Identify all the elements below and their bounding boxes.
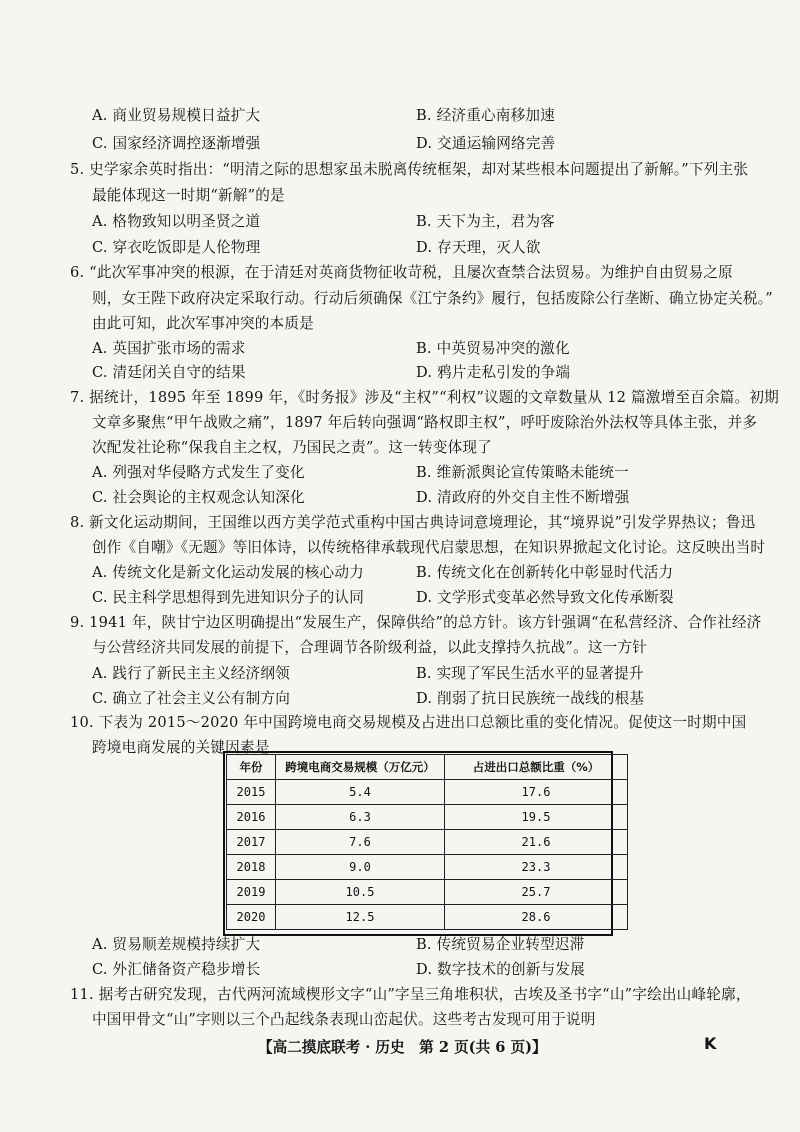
q7-option-b: B. 维新派舆论宣传策略未能统一 xyxy=(416,464,629,481)
q10-stem-line1: 10. 下表为 2015～2020 年中国跨境电商交易规模及占进出口总额比重的变化情况。促使这一时期中国 xyxy=(70,714,747,731)
q7-option-c: C. 社会舆论的主权观念认知深化 xyxy=(92,489,305,506)
cell-scale: 9.0 xyxy=(276,855,445,880)
table-row xyxy=(227,855,628,880)
cell-year: 2016 xyxy=(227,805,276,830)
cell-share: 25.7 xyxy=(445,880,628,905)
q9-stem-line2: 与公营经济共同发展的前提下，合理调节各阶级利益，以此支撑持久抗战”。这一方针 xyxy=(92,639,648,656)
q6-stem-line2: 则，女王陛下政府决定采取行动。行动后须确保《江宁条约》履行，包括废除公行垄断、确立协定关税。” xyxy=(92,290,773,307)
q10-option-a: A. 贸易顺差规模持续扩大 xyxy=(92,936,261,953)
header-share: 占进出口总额比重（%） xyxy=(445,755,628,780)
table-row xyxy=(227,880,628,905)
table-row xyxy=(227,780,628,805)
version-letter: K xyxy=(704,1034,717,1053)
q10-option-c: C. 外汇储备资产稳步增长 xyxy=(92,961,261,978)
cell-year: 2017 xyxy=(227,830,276,855)
header-year: 年份 xyxy=(227,755,276,780)
q5-option-a: A. 格物致知以明圣贤之道 xyxy=(92,213,261,230)
table-row xyxy=(227,905,628,930)
q8-option-c: C. 民主科学思想得到先进知识分子的认同 xyxy=(92,589,365,606)
cell-year: 2018 xyxy=(227,855,276,880)
q6-option-b: B. 中英贸易冲突的激化 xyxy=(416,340,570,357)
q10-option-d: D. 数字技术的创新与发展 xyxy=(416,961,585,978)
q6-stem-line1: 6. “此次军事冲突的根源，在于清廷对英商货物征收苛税，且屡次查禁合法贸易。为维护自由贸易之原 xyxy=(70,264,733,281)
page-footer: 【高二摸底联考 · 历史 第 2 页(共 6 页)】 xyxy=(258,1039,547,1056)
q5-option-d: D. 存天理，灭人欲 xyxy=(416,239,541,256)
cell-year: 2015 xyxy=(227,780,276,805)
cell-share: 28.6 xyxy=(445,905,628,930)
cell-year: 2019 xyxy=(227,880,276,905)
cell-share: 21.6 xyxy=(445,830,628,855)
q8-stem-line2: 创作《自嘲》《无题》等旧体诗，以传统格律承载现代启蒙思想，在知识界掀起文化讨论。这反映出当时 xyxy=(92,539,766,556)
q7-stem-line1: 7. 据统计，1895 年至 1899 年，《时务报》涉及“主权”“利权”议题的文章数量从 12 篇激增至百余篇。初期 xyxy=(70,389,779,406)
q10-option-b: B. 传统贸易企业转型迟滞 xyxy=(416,936,585,953)
q9-option-b: B. 实现了军民生活水平的显著提升 xyxy=(416,665,644,682)
q10-stem-line2: 跨境电商发展的关键因素是 xyxy=(92,739,270,756)
q5-stem-line1: 5. 史学家余英时指出：“明清之际的思想家虽未脱离传统框架，却对某些根本问题提出了新解。”下列主张 xyxy=(70,161,749,178)
q4-option-c: C. 国家经济调控逐渐增强 xyxy=(92,135,261,152)
header-scale: 跨境电商交易规模（万亿元） xyxy=(276,755,445,780)
q4-option-b: B. 经济重心南移加速 xyxy=(416,107,555,124)
q7-stem-line2: 文章多聚焦“甲午战败之痛”，1897 年后转向强调“路权即主权”，呼吁废除治外法权等具体主张，并多 xyxy=(92,414,758,431)
q5-option-b: B. 天下为主，君为客 xyxy=(416,213,555,230)
table-header-row xyxy=(227,755,628,780)
q7-option-a: A. 列强对华侵略方式发生了变化 xyxy=(92,464,305,481)
q6-option-a: A. 英国扩张市场的需求 xyxy=(92,340,246,357)
cell-year: 2020 xyxy=(227,905,276,930)
q5-option-c: C. 穿衣吃饭即是人伦物理 xyxy=(92,239,261,256)
q9-option-d: D. 削弱了抗日民族统一战线的根基 xyxy=(416,690,645,707)
cell-share: 19.5 xyxy=(445,805,628,830)
table-row xyxy=(227,805,628,830)
q8-option-a: A. 传统文化是新文化运动发展的核心动力 xyxy=(92,564,364,581)
q11-stem-line2: 中国甲骨文“山”字则以三个凸起线条表现山峦起伏。这些考古发现可用于说明 xyxy=(92,1011,596,1028)
cell-share: 17.6 xyxy=(445,780,628,805)
q4-option-d: D. 交通运输网络完善 xyxy=(416,135,556,152)
q7-option-d: D. 清政府的外交自主性不断增强 xyxy=(416,489,630,506)
q8-option-b: B. 传统文化在创新转化中彰显时代活力 xyxy=(416,564,674,581)
q5-stem-line2: 最能体现这一时期“新解”的是 xyxy=(92,187,285,204)
q11-stem-line1: 11. 据考古研究发现，古代两河流域楔形文字“山”字呈三角堆积状，古埃及圣书字“山”字绘出山峰轮廓， xyxy=(70,986,751,1003)
cell-scale: 12.5 xyxy=(276,905,445,930)
cell-scale: 6.3 xyxy=(276,805,445,830)
q9-stem-line1: 9. 1941 年，陕甘宁边区明确提出“发展生产，保障供给”的总方针。该方针强调“在私营经济、合作社经济 xyxy=(70,614,762,631)
q4-option-a: A. 商业贸易规模日益扩大 xyxy=(92,107,261,124)
trade-data-table xyxy=(226,754,628,930)
q9-option-a: A. 践行了新民主主义经济纲领 xyxy=(92,665,290,682)
q8-stem-line1: 8. 新文化运动期间，王国维以西方美学范式重构中国古典诗词意境理论，其“境界说”引发学界热议；鲁迅 xyxy=(70,514,756,531)
cell-scale: 5.4 xyxy=(276,780,445,805)
cell-share: 23.3 xyxy=(445,855,628,880)
q7-stem-line3: 次配发社论称“保我自主之权，乃国民之责”。这一转变体现了 xyxy=(92,439,492,456)
q6-stem-line3: 由此可知，此次军事冲突的本质是 xyxy=(92,315,314,332)
q6-option-c: C. 清廷闭关自守的结果 xyxy=(92,364,246,381)
q8-option-d: D. 文学形式变革必然导致文化传承断裂 xyxy=(416,589,674,606)
cell-scale: 7.6 xyxy=(276,830,445,855)
q6-option-d: D. 鸦片走私引发的争端 xyxy=(416,364,571,381)
table-row xyxy=(227,830,628,855)
cell-scale: 10.5 xyxy=(276,880,445,905)
q9-option-c: C. 确立了社会主义公有制方向 xyxy=(92,690,291,707)
